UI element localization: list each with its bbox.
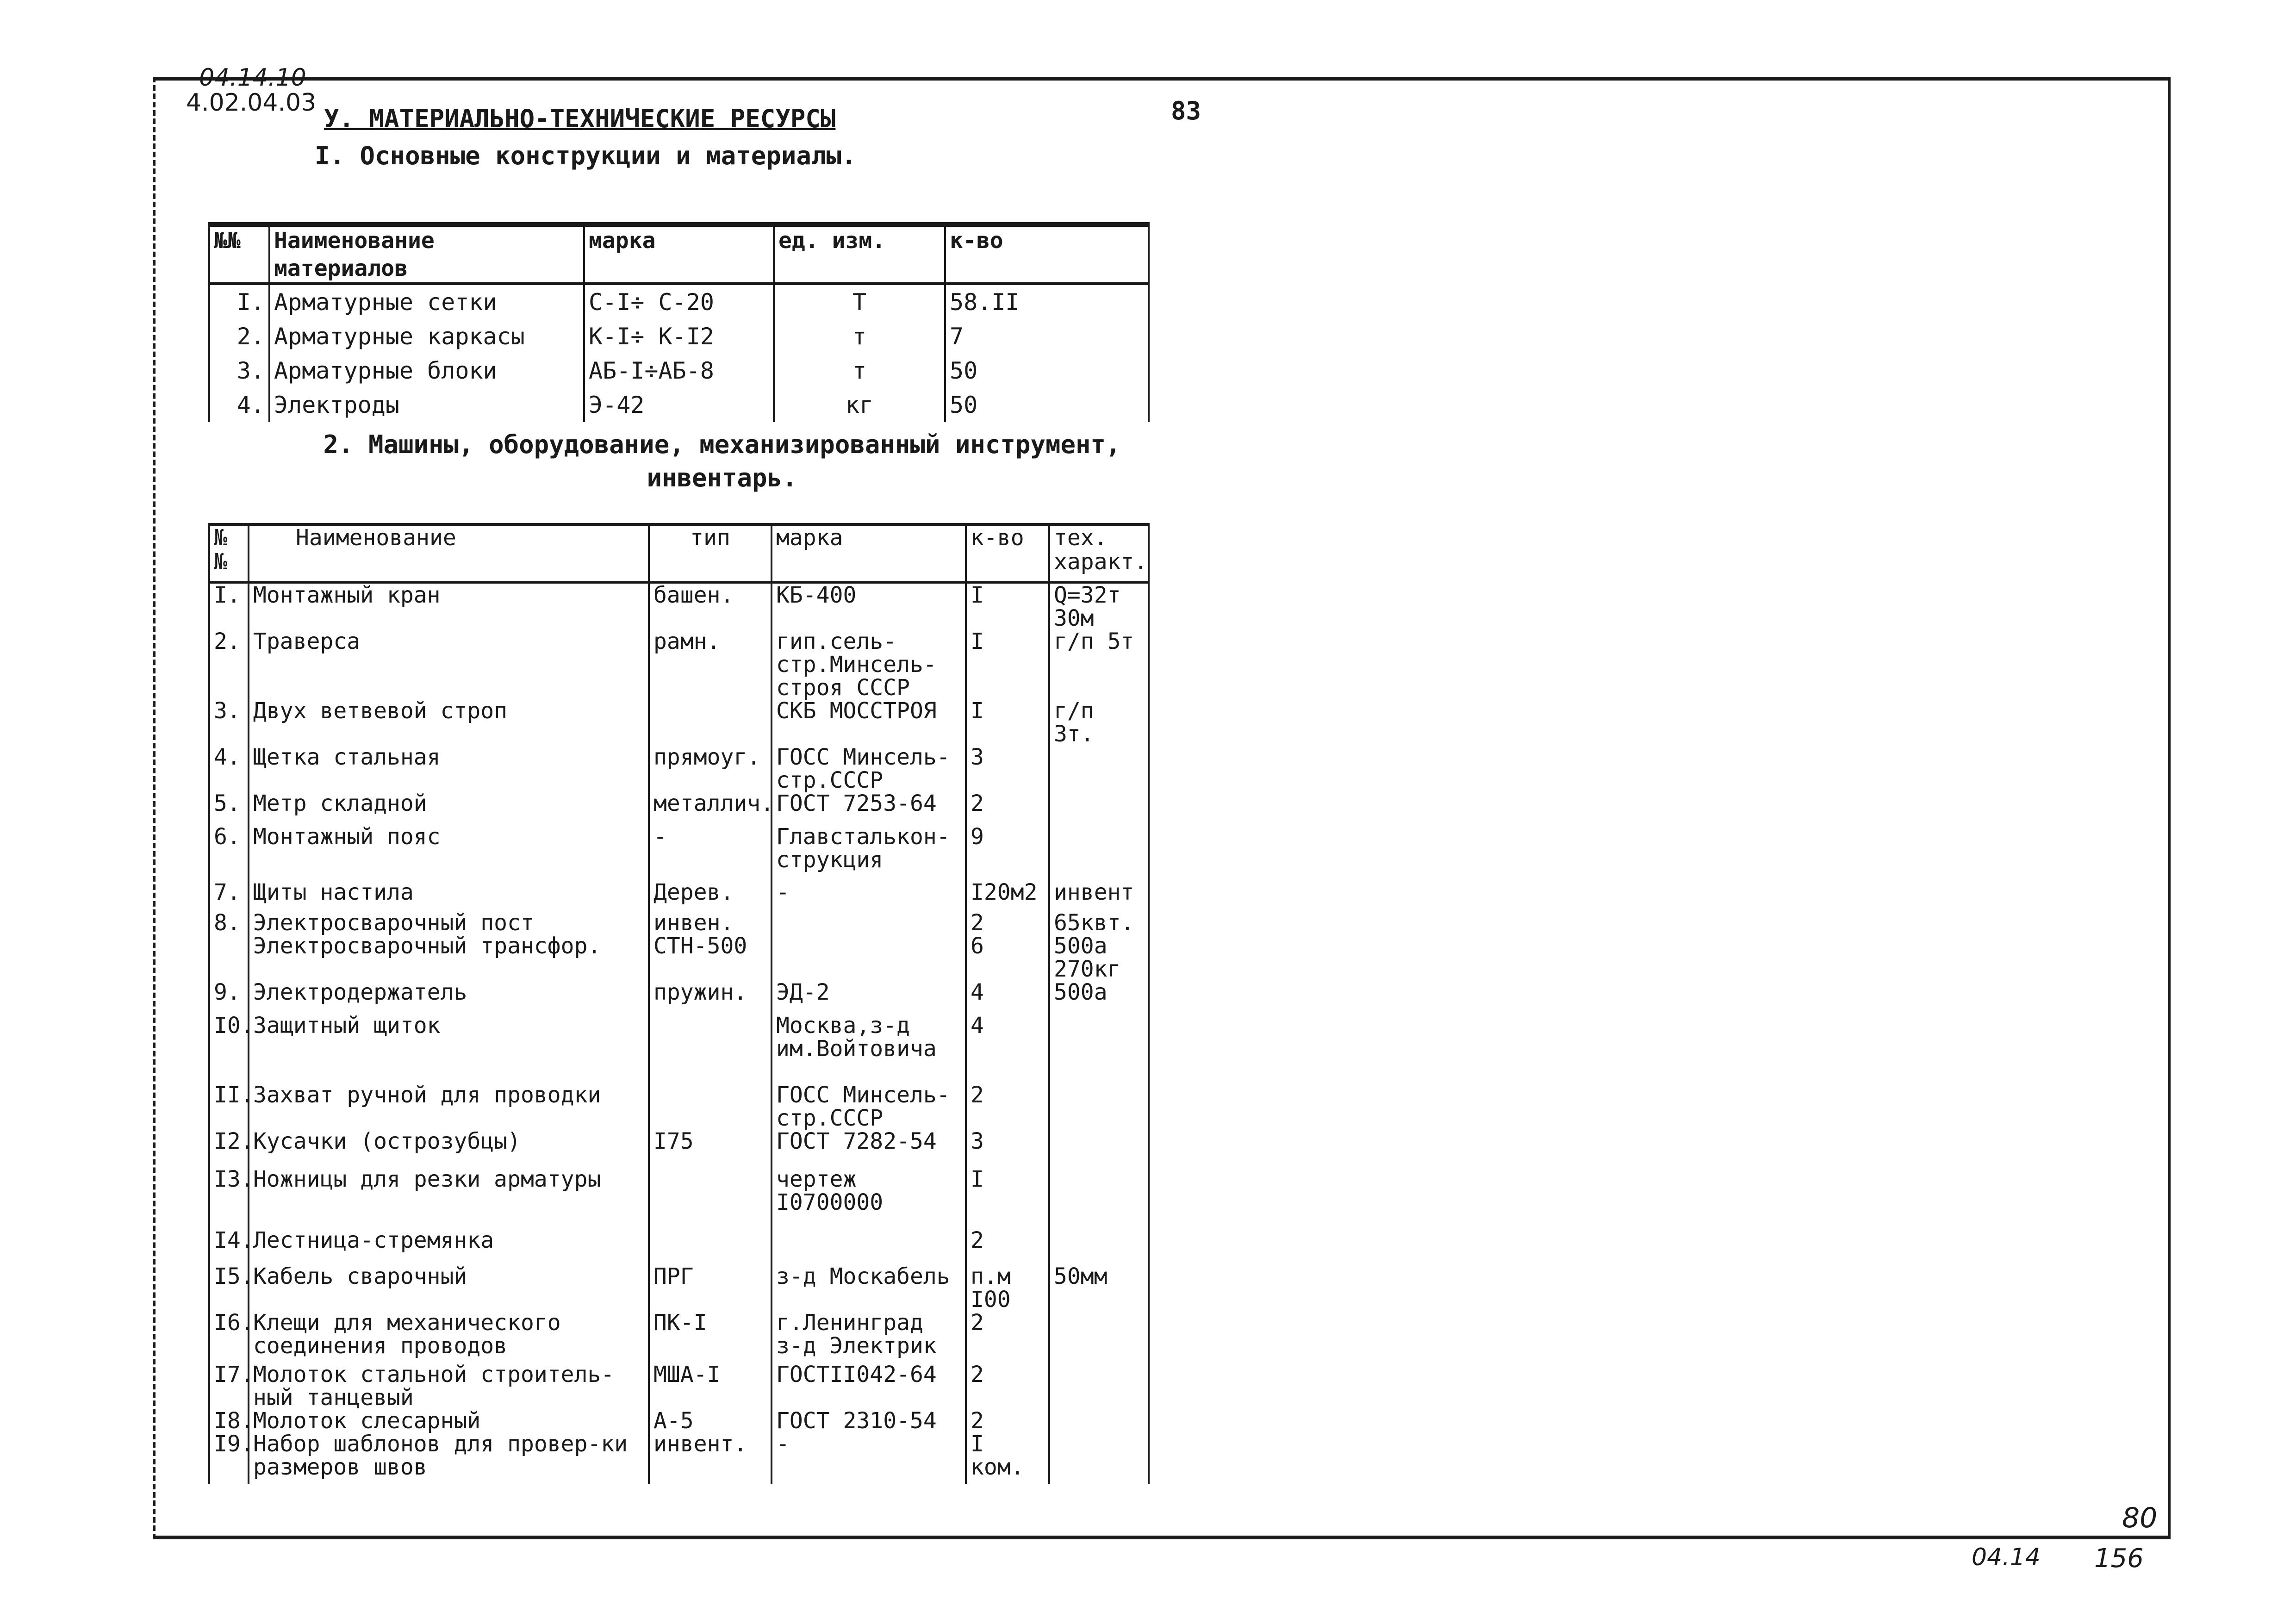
equipment-tech-specs (1049, 1168, 1149, 1229)
row-number: 4. (209, 746, 249, 792)
equipment-name: Ножницы для резки арматуры (249, 1168, 649, 1229)
equipment-header-row (209, 524, 1149, 583)
equipment-type: башен. (649, 583, 772, 630)
material-name: Арматурные каркасы (269, 319, 584, 354)
equipment-name: Электродержатель (249, 981, 649, 1014)
equipment-type: прямоуг. (649, 746, 772, 792)
equipment-name: Клещи для механического соединения проводов (249, 1311, 649, 1363)
equipment-tech-specs (1049, 1130, 1149, 1168)
row-number: I8. (209, 1409, 249, 1432)
row-number: I. (209, 583, 249, 630)
equipment-name: Монтажный кран (249, 583, 649, 630)
materials-table (208, 222, 1150, 422)
equipment-tech-specs: инвент (1049, 881, 1149, 911)
col-quantity: к-во (966, 524, 1049, 583)
equipment-type (649, 699, 772, 746)
material-grade: АБ-I÷АБ-8 (584, 354, 774, 388)
table-row (209, 1363, 1149, 1409)
page-number: 83 (1171, 96, 1201, 125)
table-row (209, 583, 1149, 630)
equipment-quantity: I (966, 1168, 1049, 1229)
material-unit: Т (774, 284, 945, 319)
equipment-type: инвент. (649, 1432, 772, 1484)
col-equipment-name: Наименование (249, 524, 649, 583)
row-number: 3. (209, 699, 249, 746)
table-row (209, 284, 1149, 319)
equipment-quantity: 2 (966, 1409, 1049, 1432)
equipment-tech-specs: 65квт. 500а 270кг (1049, 911, 1149, 981)
equipment-quantity: 2 (966, 1363, 1049, 1409)
row-number: I9. (209, 1432, 249, 1484)
equipment-tech-specs (1049, 825, 1149, 881)
equipment-name: Двух ветвевой строп (249, 699, 649, 746)
col-tech-specs: тех. характ. (1049, 524, 1149, 583)
row-number: I6. (209, 1311, 249, 1363)
row-number: I. (209, 284, 269, 319)
equipment-tech-specs (1049, 1014, 1149, 1083)
equipment-quantity: 2 (966, 1083, 1049, 1130)
equipment-brand: гип.сель-стр.Минсель-строя СССР (772, 630, 966, 699)
row-number: I0. (209, 1014, 249, 1083)
equipment-quantity: 2 (966, 792, 1049, 825)
subsection-equipment-title: 2. Машины, оборудование, механизированный инструмент, инвентарь. (323, 430, 1121, 492)
col-type: тип (649, 524, 772, 583)
equipment-name: Захват ручной для проводки (249, 1083, 649, 1130)
row-number: 2. (209, 630, 249, 699)
equipment-quantity: 2 (966, 1311, 1049, 1363)
equipment-brand: ГОСТ 7282-54 (772, 1130, 966, 1168)
table-row (209, 354, 1149, 388)
equipment-type (649, 1083, 772, 1130)
equipment-type: ПРГ (649, 1265, 772, 1311)
table-row (209, 746, 1149, 792)
equipment-type: инвен. СТН-500 (649, 911, 772, 981)
table-row (209, 1409, 1149, 1432)
equipment-brand: ГОСС Минсель-стр.СССР (772, 746, 966, 792)
material-name: Электроды (269, 388, 584, 422)
table-row (209, 981, 1149, 1014)
row-number: I2. (209, 1130, 249, 1168)
equipment-tech-specs (1049, 1363, 1149, 1409)
equipment-tech-specs: 50мм (1049, 1265, 1149, 1311)
equipment-tech-specs (1049, 746, 1149, 792)
row-number: I3. (209, 1168, 249, 1229)
equipment-type: рамн. (649, 630, 772, 699)
material-grade: С-I÷ С-20 (584, 284, 774, 319)
doc-code: 4.02.04.03 (186, 89, 317, 117)
equipment-type: А-5 (649, 1409, 772, 1432)
equipment-type: - (649, 825, 772, 881)
equipment-tech-specs: г/п 5т (1049, 630, 1149, 699)
material-unit: кг (774, 388, 945, 422)
materials-header-row (209, 224, 1149, 284)
row-number: I5. (209, 1265, 249, 1311)
material-quantity: 50 (945, 354, 1149, 388)
col-material-name: Наименование материалов (269, 224, 584, 284)
row-number: II. (209, 1083, 249, 1130)
equipment-quantity: 4 (966, 1014, 1049, 1083)
row-number: 3. (209, 354, 269, 388)
equipment-brand: ГОСТ 7253-64 (772, 792, 966, 825)
equipment-type (649, 1014, 772, 1083)
table-row (209, 825, 1149, 881)
row-number: 7. (209, 881, 249, 911)
equipment-name: Набор шаблонов для провер-ки размеров швов (249, 1432, 649, 1484)
doc-code-struck: 04.14.10 (199, 64, 306, 92)
equipment-type: I75 (649, 1130, 772, 1168)
col-brand: марка (772, 524, 966, 583)
equipment-tech-specs (1049, 792, 1149, 825)
equipment-brand: з-д Москабель (772, 1265, 966, 1311)
table-row (209, 1014, 1149, 1083)
equipment-tech-specs (1049, 1432, 1149, 1484)
material-unit: т (774, 354, 945, 388)
row-number: 6. (209, 825, 249, 881)
equipment-brand: ГОСТ 2310-54 (772, 1409, 966, 1432)
footer-total-sheets: 156 (2094, 1543, 2144, 1574)
table-row (209, 699, 1149, 746)
table-row (209, 630, 1149, 699)
equipment-tech-specs: Q=32т 30м (1049, 583, 1149, 630)
table-row (209, 1265, 1149, 1311)
equipment-quantity: I (966, 630, 1049, 699)
footer-code: 04.14 (1972, 1543, 2041, 1571)
equipment-brand (772, 1229, 966, 1265)
equipment-brand: - (772, 1432, 966, 1484)
table-row (209, 911, 1149, 981)
equipment-name: Молоток слесарный (249, 1409, 649, 1432)
equipment-tech-specs (1049, 1409, 1149, 1432)
equipment-quantity: 4 (966, 981, 1049, 1014)
table-row (209, 1168, 1149, 1229)
equipment-name: Молоток стальной строитель-ный танцевый (249, 1363, 649, 1409)
equipment-brand: - (772, 881, 966, 911)
material-grade: К-I÷ К-I2 (584, 319, 774, 354)
equipment-type: ПК-I (649, 1311, 772, 1363)
equipment-quantity: 9 (966, 825, 1049, 881)
equipment-name: Лестница-стремянка (249, 1229, 649, 1265)
equipment-type: МША-I (649, 1363, 772, 1409)
equipment-name: Кусачки (острозубцы) (249, 1130, 649, 1168)
row-number: 8. (209, 911, 249, 981)
material-quantity: 58.II (945, 284, 1149, 319)
equipment-name: Защитный щиток (249, 1014, 649, 1083)
equipment-type: металлич. (649, 792, 772, 825)
equipment-brand: Москва,з-д им.Войтовича (772, 1014, 966, 1083)
equipment-quantity: 2 (966, 1229, 1049, 1265)
row-number: I4. (209, 1229, 249, 1265)
equipment-name: Траверса (249, 630, 649, 699)
material-quantity: 50 (945, 388, 1149, 422)
equipment-type: Дерев. (649, 881, 772, 911)
equipment-brand: СКБ МОССТРОЯ (772, 699, 966, 746)
equipment-brand: Главсталькон-струкция (772, 825, 966, 881)
equipment-name: Монтажный пояс (249, 825, 649, 881)
material-grade: Э-42 (584, 388, 774, 422)
equipment-quantity: 2 6 (966, 911, 1049, 981)
col-unit: ед. изм. (774, 224, 945, 284)
table-row (209, 881, 1149, 911)
equipment-brand: чертеж I0700000 (772, 1168, 966, 1229)
material-name: Арматурные сетки (269, 284, 584, 319)
table-row (209, 388, 1149, 422)
material-name: Арматурные блоки (269, 354, 584, 388)
equipment-quantity: I (966, 699, 1049, 746)
equipment-tech-specs (1049, 1083, 1149, 1130)
equipment-brand: КБ-400 (772, 583, 966, 630)
row-number: I7. (209, 1363, 249, 1409)
table-row (209, 1311, 1149, 1363)
col-grade: марка (584, 224, 774, 284)
equipment-quantity: I ком. (966, 1432, 1049, 1484)
equipment-brand: ГОСС Минсель-стр.СССР (772, 1083, 966, 1130)
equipment-name: Щетка стальная (249, 746, 649, 792)
equipment-type: пружин. (649, 981, 772, 1014)
equipment-name: Метр складной (249, 792, 649, 825)
section-title: У. МАТЕРИАЛЬНО-ТЕХНИЧЕСКИЕ РЕСУРСЫ (324, 104, 836, 133)
table-row (209, 1432, 1149, 1484)
material-quantity: 7 (945, 319, 1149, 354)
table-row (209, 1130, 1149, 1168)
equipment-name: Щиты настила (249, 881, 649, 911)
row-number: 4. (209, 388, 269, 422)
equipment-table (208, 523, 1150, 1484)
equipment-quantity: I (966, 583, 1049, 630)
row-number: 5. (209, 792, 249, 825)
table-row (209, 1229, 1149, 1265)
equipment-name: Электросварочный пост Электросварочный трансфор. (249, 911, 649, 981)
table-row (209, 319, 1149, 354)
col-number: № № (209, 524, 249, 583)
equipment-tech-specs: 500а (1049, 981, 1149, 1014)
equipment-body (209, 583, 1149, 1485)
row-number: 2. (209, 319, 269, 354)
col-number: №№ (209, 224, 269, 284)
equipment-brand: г.Ленинград з-д Электрик (772, 1311, 966, 1363)
equipment-quantity: 3 (966, 1130, 1049, 1168)
row-number: 9. (209, 981, 249, 1014)
table-row (209, 1083, 1149, 1130)
equipment-brand: ЭД-2 (772, 981, 966, 1014)
subsection-materials-title: I. Основные конструкции и материалы. (315, 141, 857, 170)
equipment-quantity: п.м I00 (966, 1265, 1049, 1311)
footer-sheet-number: 80 (2122, 1502, 2158, 1534)
equipment-tech-specs: г/п 3т. (1049, 699, 1149, 746)
equipment-tech-specs (1049, 1311, 1149, 1363)
equipment-tech-specs (1049, 1229, 1149, 1265)
table-row (209, 792, 1149, 825)
equipment-brand (772, 911, 966, 981)
equipment-type (649, 1168, 772, 1229)
equipment-name: Кабель сварочный (249, 1265, 649, 1311)
equipment-type (649, 1229, 772, 1265)
equipment-brand: ГОСТII042-64 (772, 1363, 966, 1409)
material-unit: т (774, 319, 945, 354)
equipment-quantity: I20м2 (966, 881, 1049, 911)
equipment-quantity: 3 (966, 746, 1049, 792)
col-quantity: к-во (945, 224, 1149, 284)
